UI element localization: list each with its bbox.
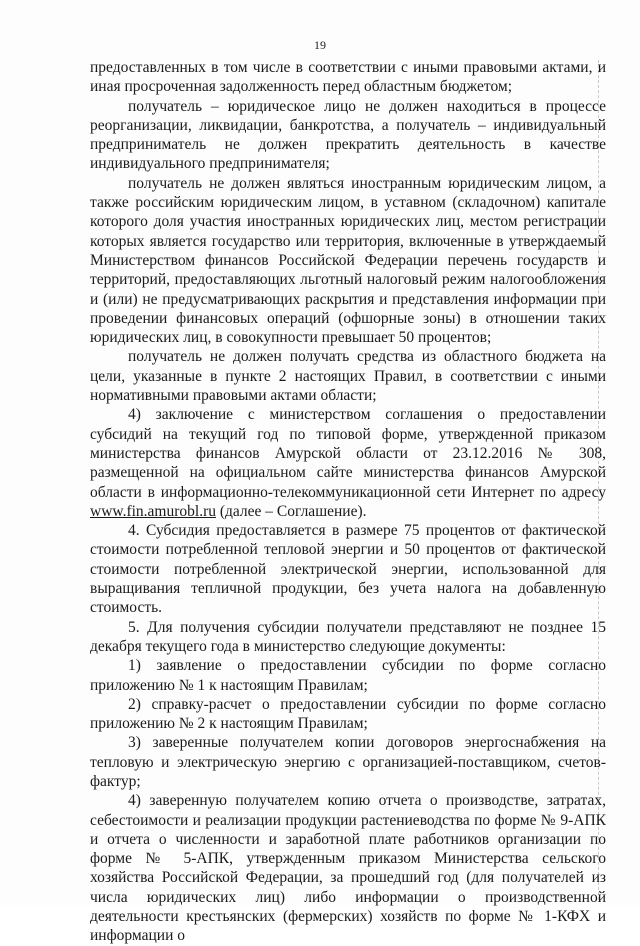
document-body (90, 58, 606, 946)
list-item-calculation: 2) справку-расчет о предоставлении субсидии по форме согласно приложению № 2 к настоящим Правилам; (90, 695, 606, 733)
agreement-text: 4) заключение с министерством соглашения о предоставлении субсидий на текущий год по типовой форме, утвержденной приказом министерства финансов Амурской области от 23.12.2016 № 308, размещенной на официальном сайте министерства финансов Амурской области в информационно-телекоммуникационной сети Интернет по адресу (90, 406, 606, 501)
list-item-application: 1) заявление о предоставлении субсидии по форме согласно приложению № 1 к настоящим Правилам; (90, 657, 606, 694)
paragraph-agreement (90, 405, 606, 521)
paragraph-continuation: предоставленных в том числе в соответствии с иными правовыми актами, и иная просроченная задолженность перед областным бюджетом; (90, 59, 606, 96)
list-item-contracts: 3) заверенные получателем копии договоров энергоснабжения на тепловую и электрическую энергию с организацией-поставщиком, счетов-фактур; (90, 734, 606, 790)
paragraph-foreign-entity: получатель не должен являться иностранным юридическим лицом, а также российским юридическим лицом, в уставном (складочном) капитале которого доля участия иностранных юридических лиц, местом регистрации которых является государство или территория, включенные в утверждаемый Министерством финансов Российской Федерации перечень государств и территорий, предоставляющих льготный налоговый режим налогообложения и (или) не предусматривающих раскрытия и представления информации при проведении финансовых операций (офшорные зоны) в отношении таких юридических лиц, в совокупности превышает 50 процентов; (90, 174, 606, 347)
page-number: 19 (314, 38, 326, 52)
paragraph-documents-intro: 5. Для получения субсидии получатели представляют не позднее 15 декабря текущего года в министерство следующие документы: (90, 618, 606, 655)
website-link[interactable]: www.fin.amurobl.ru (90, 502, 216, 520)
list-item-report: 4) заверенную получателем копию отчета о производстве, затратах, себестоимости и реализации продукции растениеводства по форме № 9-АПК и отчета о численности и заработной плате работников организации по форме № 5-АПК, утвержденным приказом Министерства сельского хозяйства Российской Федерации, за прошедший год (для получателей из числа юридических лиц) либо информации о производственной деятельности крестьянских (фермерских) хозяйств по форме № 1-КФХ и информации о (90, 792, 606, 945)
paragraph-budget-funds: получатель не должен получать средства из областного бюджета на цели, указанные в пункте 2 настоящих Правил, в соответствии с иными нормативными правовыми актами области; (90, 348, 606, 405)
agreement-suffix: (далее – Соглашение). (215, 502, 367, 520)
paragraph-reorganization: получатель – юридическое лицо не должен находиться в процессе реорганизации, ликвидации, банкротства, а получатель – индивидуальный предприниматель не должен прекратить деятельность в качестве индивидуального предпринимателя; (90, 97, 606, 173)
paragraph-subsidy-size: 4. Субсидия предоставляется в размере 75 процентов от фактической стоимости потребленной тепловой энергии и 50 процентов от фактической стоимости потребленной электрической энергии, использованной для выращивания тепличной продукции, без учета налога на добавленную стоимость. (90, 522, 606, 617)
